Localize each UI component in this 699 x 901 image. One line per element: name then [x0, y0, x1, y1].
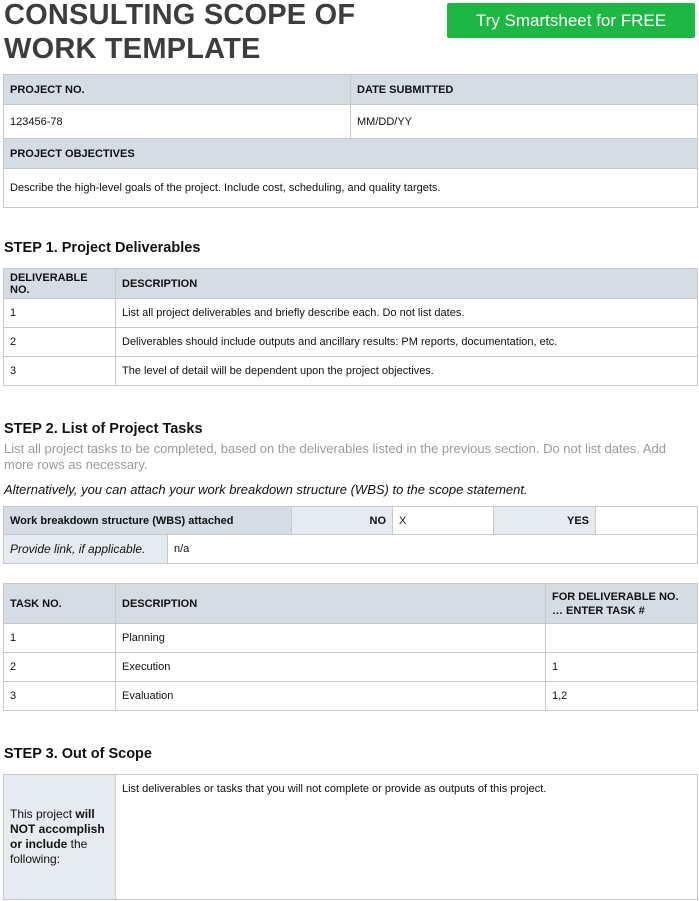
table-row: [4, 682, 698, 711]
try-smartsheet-button[interactable]: Try Smartsheet for FREE: [447, 3, 695, 38]
deliverable-description-cell[interactable]: The level of detail will be dependent upon the project objectives.: [116, 357, 698, 386]
table-row: [4, 299, 698, 328]
task-deliverable-cell[interactable]: 1: [546, 653, 698, 682]
wbs-no-field[interactable]: X: [393, 507, 494, 535]
task-no-cell[interactable]: 2: [4, 653, 116, 682]
deliverable-description-cell[interactable]: List all project deliverables and briefly describe each. Do not list dates.: [116, 299, 698, 328]
out-of-scope-field[interactable]: List deliverables or tasks that you will not complete or provide as outputs of this project.: [116, 775, 698, 900]
task-no-header: TASK NO.: [4, 584, 116, 624]
deliverables-table: [3, 268, 698, 386]
step2-heading: STEP 2. List of Project Tasks: [4, 421, 203, 437]
task-no-cell[interactable]: 3: [4, 682, 116, 711]
wbs-no-label: NO: [292, 507, 393, 535]
task-description-header: DESCRIPTION: [116, 584, 546, 624]
wbs-link-field[interactable]: n/a: [168, 535, 698, 564]
step3-heading: STEP 3. Out of Scope: [4, 746, 152, 762]
page-title: CONSULTING SCOPE OF WORK TEMPLATE: [4, 0, 356, 65]
out-of-scope-table: [3, 774, 698, 900]
deliverable-no-header: DELIVERABLE NO.: [4, 269, 116, 299]
out-of-scope-label: This project will NOT accomplish or include the following:: [4, 775, 116, 900]
deliverable-no-cell[interactable]: 2: [4, 328, 116, 357]
table-row: [4, 653, 698, 682]
tasks-table: [3, 583, 698, 711]
task-description-cell[interactable]: Evaluation: [116, 682, 546, 711]
project-objectives-label: PROJECT OBJECTIVES: [4, 139, 698, 169]
date-submitted-label: DATE SUBMITTED: [351, 75, 698, 105]
step1-heading: STEP 1. Project Deliverables: [4, 240, 201, 256]
deliverable-description-header: DESCRIPTION: [116, 269, 698, 299]
step2-alternative-note: Alternatively, you can attach your work breakdown structure (WBS) to the scope statement.: [4, 482, 528, 497]
project-objectives-field[interactable]: Describe the high-level goals of the project. Include cost, scheduling, and quality targets.: [4, 169, 698, 208]
table-row: [4, 328, 698, 357]
task-description-cell[interactable]: Planning: [116, 624, 546, 653]
wbs-link-label: Provide link, if applicable.: [4, 535, 168, 564]
wbs-yes-label: YES: [494, 507, 596, 535]
project-number-field[interactable]: 123456-78: [4, 105, 351, 139]
date-submitted-field[interactable]: MM/DD/YY: [351, 105, 698, 139]
out-of-scope-emphasis: will NOT accomplish or include: [10, 807, 105, 851]
table-row: [4, 624, 698, 653]
task-deliverable-cell[interactable]: 1,2: [546, 682, 698, 711]
table-row: [4, 357, 698, 386]
project-number-label: PROJECT NO.: [4, 75, 351, 105]
task-deliverable-cell[interactable]: [546, 624, 698, 653]
deliverable-description-cell[interactable]: Deliverables should include outputs and ancillary results: PM reports, documentation, etc.: [116, 328, 698, 357]
deliverable-no-cell[interactable]: 3: [4, 357, 116, 386]
wbs-table: [3, 506, 698, 535]
project-info-table: [3, 74, 698, 208]
task-deliverable-header: FOR DELIVERABLE NO. … ENTER TASK #: [546, 584, 698, 624]
wbs-attached-label: Work breakdown structure (WBS) attached: [4, 507, 292, 535]
task-description-cell[interactable]: Execution: [116, 653, 546, 682]
step2-instructions: List all project tasks to be completed, based on the deliverables listed in the previous section. Do not list dates. Add more rows as necessary.: [4, 441, 666, 472]
deliverable-no-cell[interactable]: 1: [4, 299, 116, 328]
wbs-yes-field[interactable]: [596, 507, 698, 535]
wbs-link-table: [3, 534, 698, 564]
task-no-cell[interactable]: 1: [4, 624, 116, 653]
